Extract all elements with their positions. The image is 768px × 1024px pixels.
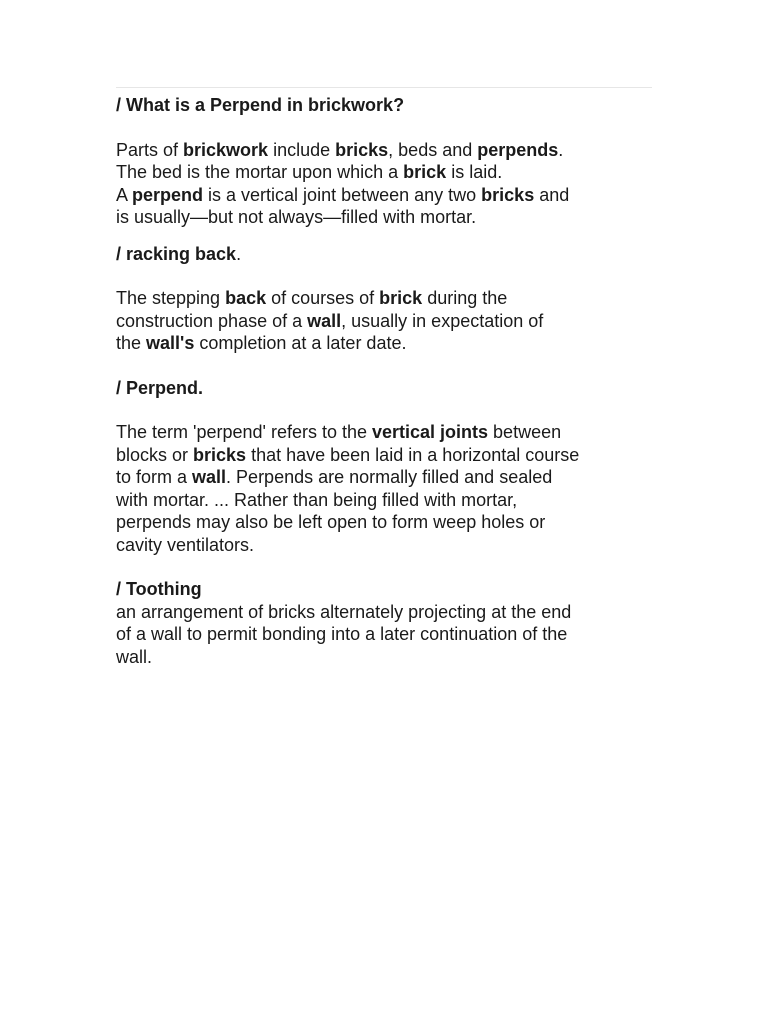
paragraph-racking-back	[116, 287, 656, 355]
text-line: perpends may also be left open to form weep holes or	[116, 512, 546, 532]
heading-perpend: / Perpend.	[116, 377, 204, 398]
text-line: The stepping back of courses of brick during the	[116, 288, 508, 308]
paragraph-perpend	[116, 421, 656, 556]
top-divider	[116, 87, 652, 88]
text-line: with mortar. ... Rather than being filled with mortar,	[116, 489, 518, 510]
heading-toothing: / Toothing	[116, 579, 202, 599]
text-line: cavity ventilators.	[116, 534, 255, 555]
text-line: is usually—but not always—filled with mortar.	[116, 207, 477, 227]
paragraph-parts-of-brickwork	[116, 139, 656, 229]
text-line: Parts of brickwork include bricks, beds and perpends.	[116, 139, 564, 160]
text-line: an arrangement of bricks alternately projecting at the end	[116, 601, 572, 622]
heading-racking-back: / racking back.	[116, 243, 242, 264]
text-line: of a wall to permit bonding into a later continuation of the	[116, 624, 568, 644]
heading-what-is-perpend: / What is a Perpend in brickwork?	[116, 95, 405, 115]
text-line: the wall's completion at a later date.	[116, 333, 407, 353]
text-line: A perpend is a vertical joint between any two bricks and	[116, 184, 570, 205]
paragraph-toothing	[116, 601, 656, 669]
document-body	[116, 94, 656, 668]
text-line: construction phase of a wall, usually in expectation of	[116, 310, 544, 331]
text-line: to form a wall. Perpends are normally filled and sealed	[116, 467, 553, 487]
text-line: The term 'perpend' refers to the vertical joints between	[116, 422, 562, 442]
text-line: The bed is the mortar upon which a brick is laid.	[116, 162, 503, 182]
text-line: wall.	[116, 646, 153, 667]
text-line: blocks or bricks that have been laid in a horizontal course	[116, 444, 580, 465]
